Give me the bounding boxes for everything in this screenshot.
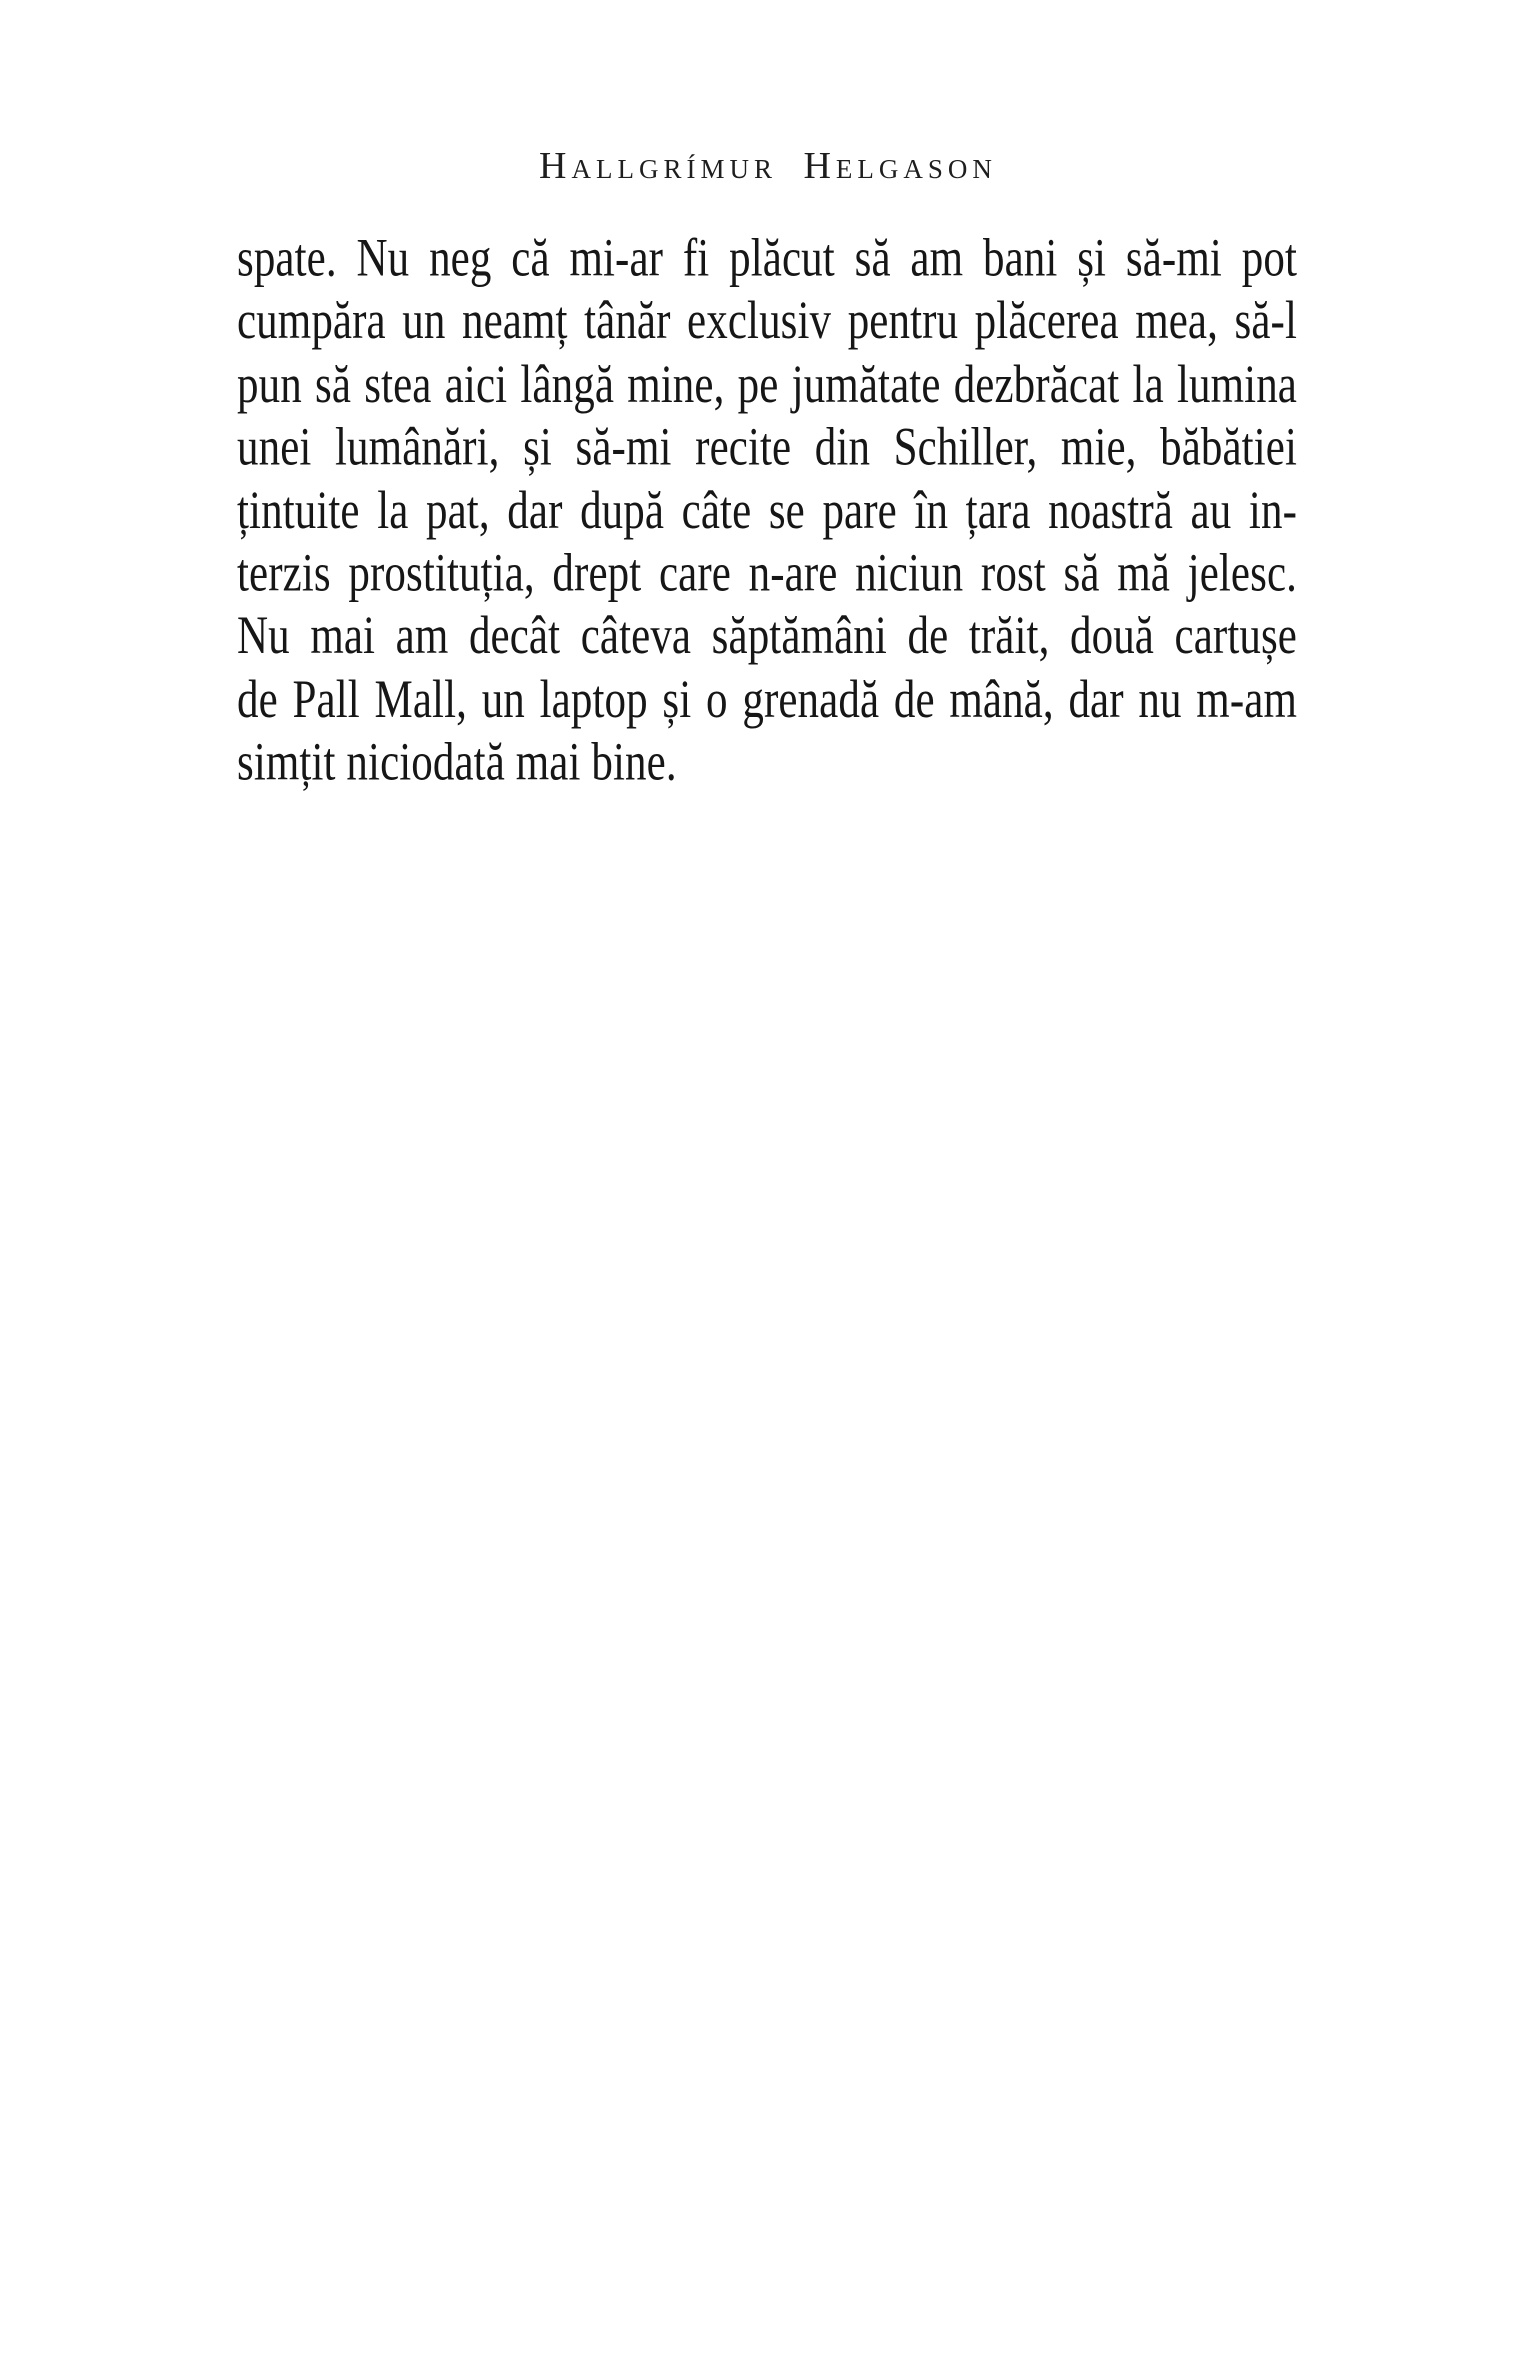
text-line: unei lumânări, și să-mi recite din Schiller, mie, băbătiei (237, 418, 1297, 477)
text-line: cumpăra un neamț tânăr exclusiv pentru plăcerea mea, să-l (237, 292, 1297, 351)
running-header-author: Hallgrímur Helgason (539, 145, 997, 187)
text-line: țintuite la pat, dar după câte se pare în țara noastră au in- (237, 481, 1297, 540)
text-line: de Pall Mall, un laptop și o grenadă de mână, dar nu m-am (237, 670, 1297, 729)
page-paragraph (237, 228, 1297, 795)
text-line: simțit niciodată mai bine. (237, 733, 677, 792)
text-line: Nu mai am decât câteva săptămâni de trăit, două cartușe (237, 607, 1297, 666)
text-line: spate. Nu neg că mi-ar fi plăcut să am bani și să-mi pot (237, 229, 1297, 288)
text-line: terzis prostituția, drept care n-are niciun rost să mă jelesc. (237, 544, 1297, 603)
text-line: pun să stea aici lângă mine, pe jumătate dezbrăcat la lumina (237, 355, 1297, 414)
